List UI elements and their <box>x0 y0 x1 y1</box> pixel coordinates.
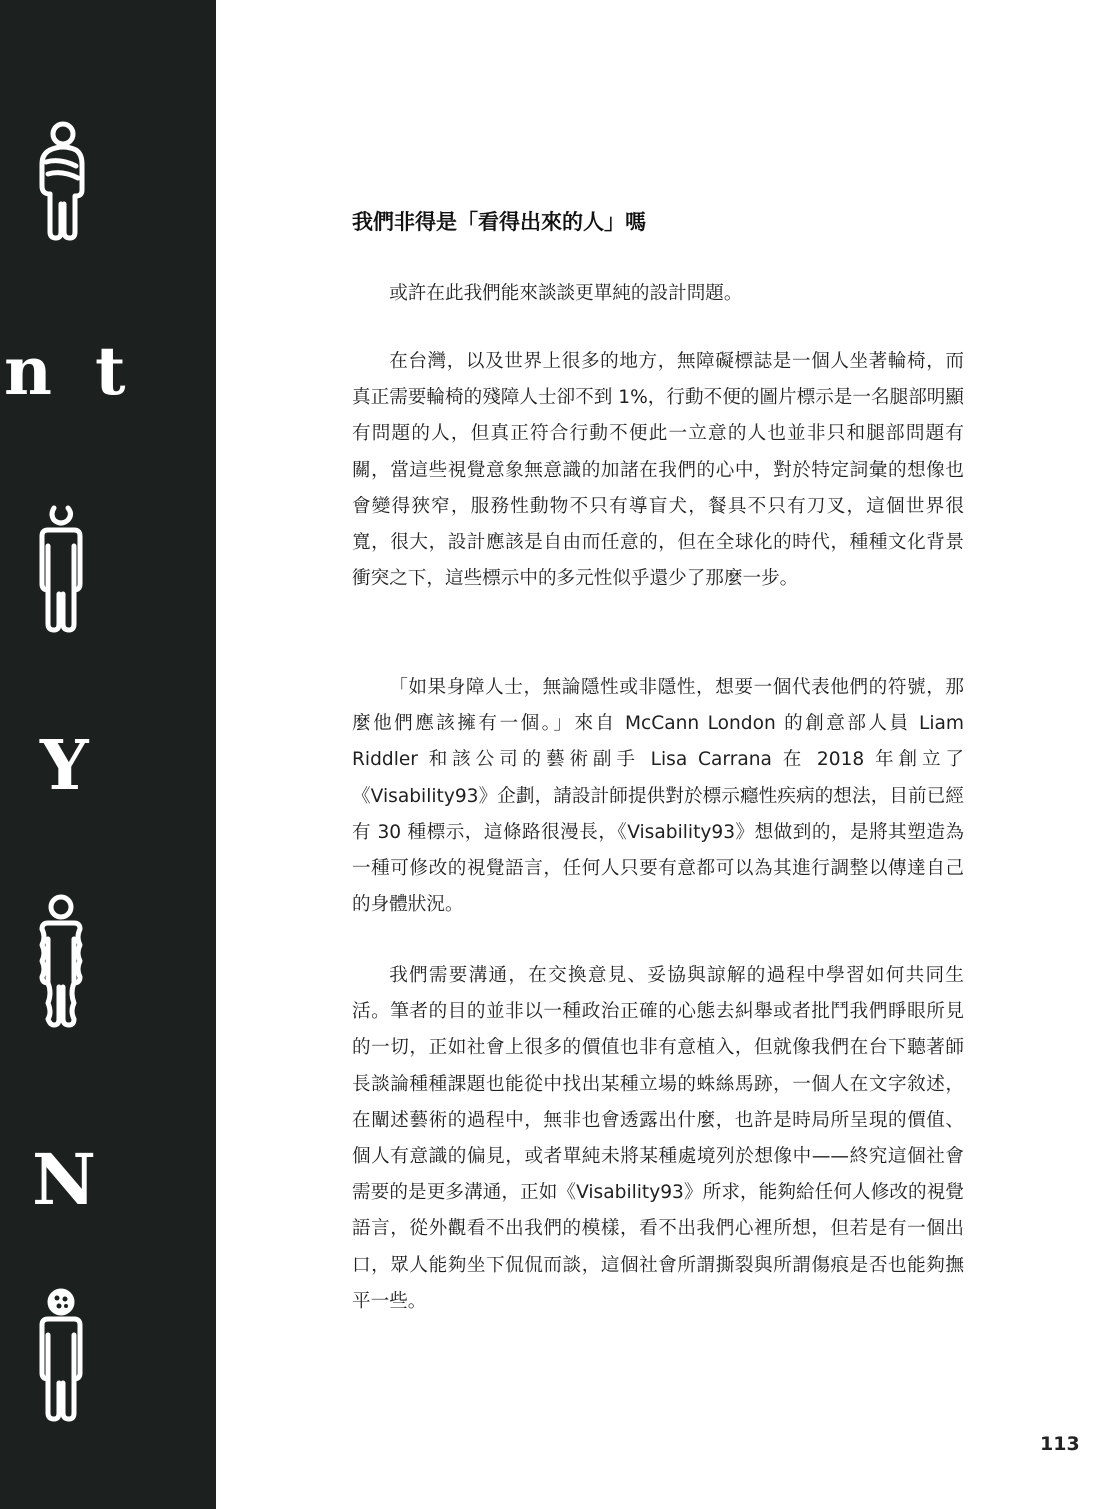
page-number: 113 <box>1040 1433 1080 1455</box>
paragraph-3: 「如果身障人士，無論隱性或非隱性，想要一個代表他們的符號，那麼他們應該擁有一個。」來自 McCann London 的創意部人員 Liam Riddler 和該公司的藝術副手 Lisa Carrana 在 2018 年創立了《Visability93》企劃，請設計師提供對於標示癮性疾病的想法，目前已經有 30 種標示，這條路很漫長，《Visability93》想做到的，是將其塑造為一種可修改的視覺語言，任何人只要有意都可以為其進行調整以傳達自己的身體狀況。 <box>352 677 964 916</box>
person-wavy-outline-icon <box>28 893 94 1029</box>
person-hugging-icon <box>30 120 92 242</box>
paragraph-4: 我們需要溝通，在交換意見、妥協與諒解的過程中學習如何共同生活。筆者的目的並非以一種政治正確的心態去糾舉或者批鬥我們睜眼所見的一切，正如社會上很多的價值也非有意植入，但就像我們在台下聽著師長談論種種課題也能從中找出某種立場的蛛絲馬跡，一個人在文字敘述，在闡述藝術的過程中，無非也會透露出什麼，也許是時局所呈現的價值、個人有意識的偏見，或者單純未將某種處境列於想像中——終究這個社會需要的是更多溝通，正如《Visability93》所求，能夠給任何人修改的視覺語言，從外觀看不出我們的模樣，看不出我們心裡所想，但若是有一個出口，眾人能夠坐下侃侃而談，這個社會所謂撕裂與所謂傷痕是否也能夠撫平一些。 <box>352 965 964 1312</box>
article-heading: 我們非得是「看得出來的人」嗎 <box>352 210 646 234</box>
side-letter-nt: n t <box>4 332 136 410</box>
paragraph-2: 在台灣，以及世界上很多的地方，無障礙標誌是一個人坐著輪椅，而真正需要輪椅的殘障人士卻不到 1%，行動不便的圖片標示是一名腿部明顯有問題的人，但真正符合行動不便此一立意的人也並非只和腿部問題有關，當這些視覺意象無意識的加諸在我們的心中，對於特定詞彙的想像也會變得狹窄，服務性動物不只有導盲犬，餐具不只有刀叉，這個世界很寬，很大，設計應該是自由而任意的，但在全球化的時代，種種文化背景衝突之下，這些標示中的多元性似乎還少了那麼一步。 <box>352 351 964 590</box>
paragraph-1: 或許在此我們能來談談更單純的設計問題。 <box>389 283 743 304</box>
sidebar-panel <box>0 0 216 1509</box>
side-letter-n: N <box>32 1138 96 1221</box>
person-dotted-head-icon <box>28 1287 94 1423</box>
side-letter-y: Y <box>40 726 89 806</box>
person-halo-icon <box>28 500 94 634</box>
